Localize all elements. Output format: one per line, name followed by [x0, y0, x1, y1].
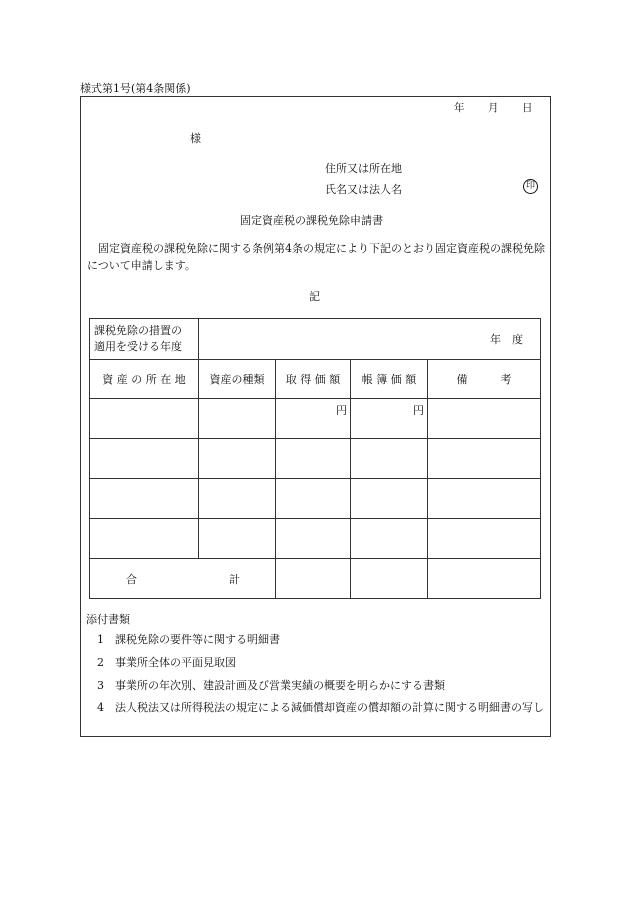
document-title: 固定資産税の課税免除申請書	[240, 214, 383, 227]
ki-label: 記	[309, 290, 320, 303]
cell-acquisition-price[interactable]	[276, 479, 351, 519]
header-location: 資 産 の 所 在 地	[90, 360, 199, 399]
name-label: 氏名又は法人名	[325, 183, 402, 196]
cell-book-value[interactable]	[351, 519, 428, 559]
cell-book-value[interactable]	[351, 479, 428, 519]
fiscal-year-label: 課税免除の措置の 適用を受ける年度	[90, 319, 199, 360]
form-label: 様式第1号(第4条関係)	[80, 82, 191, 95]
date-day: 日	[522, 102, 533, 114]
cell-location[interactable]	[90, 439, 199, 479]
date-year: 年	[454, 102, 465, 114]
fiscal-year-row	[90, 319, 541, 360]
cell-acquisition-price[interactable]	[276, 439, 351, 479]
attachment-item: 3 事業所の年次別、建設計画及び営業実績の概要を明らかにする書類	[97, 679, 445, 692]
header-acquisition-price: 取 得 価 額	[276, 360, 351, 399]
cell-acquisition-price[interactable]: 円	[276, 399, 351, 439]
attachment-item: 2 事業所全体の平面見取図	[97, 656, 236, 669]
cell-remarks[interactable]	[428, 479, 541, 519]
header-asset-type: 資産の種類	[199, 360, 276, 399]
cell-acquisition-price[interactable]	[276, 519, 351, 559]
attachment-item: 4 法人税法又は所得税法の規定による減価償却資産の償却額の計算に関する明細書の写し	[97, 701, 544, 714]
table-row	[90, 479, 541, 519]
cell-location[interactable]	[90, 479, 199, 519]
cell-book-value[interactable]	[351, 439, 428, 479]
cell-book-value[interactable]: 円	[351, 399, 428, 439]
seal-mark: 印	[523, 179, 538, 194]
cell-asset-type[interactable]	[199, 439, 276, 479]
header-row	[90, 360, 541, 399]
cell-remarks[interactable]	[428, 399, 541, 439]
header-book-value: 帳 簿 価 額	[351, 360, 428, 399]
table-row	[90, 399, 541, 439]
total-label: 合 計	[90, 559, 276, 599]
address-label: 住所又は所在地	[325, 162, 402, 175]
cell-asset-type[interactable]	[199, 519, 276, 559]
total-remarks[interactable]	[428, 559, 541, 599]
cell-location[interactable]	[90, 399, 199, 439]
total-row	[90, 559, 541, 599]
cell-asset-type[interactable]	[199, 399, 276, 439]
cell-remarks[interactable]	[428, 519, 541, 559]
total-acquisition-price[interactable]	[276, 559, 351, 599]
date-month: 月	[488, 102, 499, 114]
attachments-title: 添付書類	[86, 613, 130, 626]
asset-table	[89, 318, 541, 599]
table-row	[90, 439, 541, 479]
addressee-suffix: 様	[190, 132, 201, 145]
body-paragraph: 固定資産税の課税免除に関する条例第4条の規定により下記のとおり固定資産税の課税免除について申請します。	[87, 242, 545, 272]
attachment-item: 1 課税免除の要件等に関する明細書	[97, 633, 280, 646]
fiscal-year-field[interactable]: 年 度	[199, 319, 541, 360]
table-row	[90, 519, 541, 559]
total-book-value[interactable]	[351, 559, 428, 599]
cell-location[interactable]	[90, 519, 199, 559]
cell-remarks[interactable]	[428, 439, 541, 479]
header-remarks: 備 考	[428, 360, 541, 399]
cell-asset-type[interactable]	[199, 479, 276, 519]
